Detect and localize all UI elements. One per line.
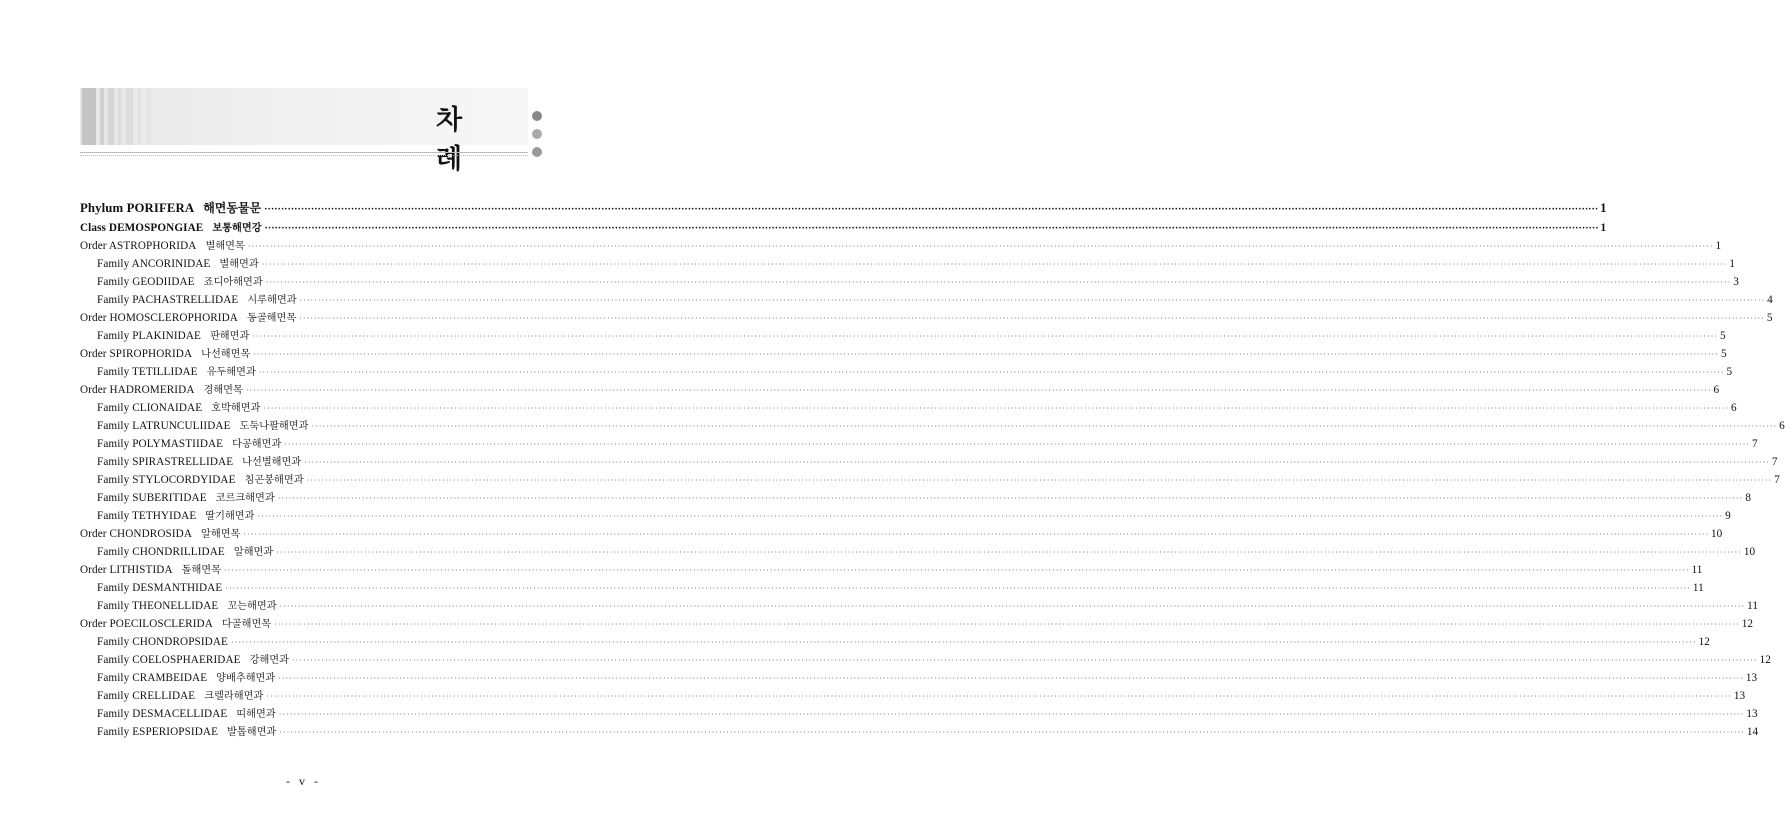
toc-page-number: 11 (1691, 564, 1703, 576)
toc-entry-family (80, 291, 1773, 309)
toc-leader-dots: ················································································································································································································································································································································································································ (311, 422, 1778, 431)
toc-latin-name: Family STYLOCORDYIDAE (97, 474, 236, 486)
toc-page-number: 3 (1733, 276, 1739, 288)
toc-page-number: 1 (1729, 258, 1735, 270)
toc-leader-dots: ················································································································································································································································································································································································································ (274, 620, 1740, 629)
toc-korean-name: 나선해면목 (201, 349, 251, 360)
toc-latin-name: Order HADROMERIDA (80, 384, 195, 396)
toc-latin-name: Family TETHYIDAE (97, 510, 197, 522)
toc-korean-name: 도둑나팔해면과 (239, 421, 309, 432)
toc-korean-name: 판해면과 (209, 331, 250, 342)
toc-entry-order (80, 525, 1723, 543)
toc-leader-dots: ················································································································································································································································································································································································································ (299, 314, 1765, 323)
toc-page-number: 5 (1719, 330, 1726, 342)
toc-korean-name: 죠디아해면과 (203, 277, 263, 288)
toc-page-number: 12 (1698, 636, 1710, 648)
toc-latin-name: Family CHONDROPSIDAE (97, 636, 228, 648)
toc-page-number: 1 (1600, 222, 1607, 234)
toc-leader-dots: ················································································································································································································································································································································································································ (243, 530, 1710, 539)
toc-page-number: 5 (1720, 348, 1727, 360)
toc-entry-order (80, 561, 1703, 579)
toc-entry-order (80, 615, 1753, 633)
toc-leader-dots: ················································································································································································································································································································································································································ (261, 260, 1728, 269)
toc-page-number: 13 (1745, 672, 1758, 684)
toc-page-number: 11 (1747, 600, 1758, 612)
toc-leader-dots: ················································································································································································································································································································································································································ (279, 602, 1746, 611)
toc-page-number: 6 (1779, 420, 1785, 432)
toc-page-number: 4 (1767, 294, 1773, 306)
toc-entry-order (80, 237, 1722, 255)
toc-page-number: 6 (1713, 384, 1720, 396)
toc-latin-name: Family SPIRASTRELLIDAE (97, 456, 234, 468)
toc-latin-name: Order HOMOSCLEROPHORIDA (80, 312, 238, 324)
toc-latin-name: Family COELOSPHAERIDAE (97, 654, 241, 666)
toc-entry-family (80, 255, 1735, 273)
toc-latin-name: Family SUBERITIDAE (97, 492, 207, 504)
toc-leader-dots: ················································································································································································································································································································································································································ (304, 458, 1770, 467)
toc-korean-name: 해면동물문 (203, 201, 262, 215)
toc-korean-name: 꼬는해면과 (227, 601, 277, 612)
dot-icon (532, 129, 542, 139)
toc-entry-family (80, 363, 1733, 381)
page-title: 차 례 (436, 105, 481, 175)
toc-page-number: 8 (1745, 492, 1751, 504)
toc-latin-name: Family DESMANTHIDAE (97, 582, 223, 594)
toc-page-number: 1 (1715, 240, 1722, 252)
toc-page-number: 10 (1743, 546, 1756, 558)
toc-entry-family (80, 651, 1771, 669)
toc-leader-dots: ················································································································································································································································································································································································································ (252, 332, 1718, 341)
toc-page-number: 5 (1726, 366, 1733, 378)
toc-leader-dots: ················································································································································································································································································································································································································ (291, 656, 1758, 665)
toc-entry-family (80, 597, 1758, 615)
toc-entry-family (80, 669, 1758, 687)
toc-latin-name: Family CLIONAIDAE (97, 402, 203, 414)
toc-latin-name: Family ANCORINIDAE (97, 258, 211, 270)
toc-latin-name: Order LITHISTIDA (80, 564, 173, 576)
toc-leader-dots: ················································································································································································································································································································································································································ (224, 566, 1690, 575)
toc-latin-name: Family PLAKINIDAE (97, 330, 201, 342)
toc-entry-family (80, 507, 1731, 525)
toc-page-number: 13 (1746, 708, 1758, 720)
toc-page-number: 13 (1733, 690, 1746, 702)
page-number: - v - (286, 774, 321, 788)
toc-entry-class (80, 219, 1607, 237)
toc-leader-dots: ················································································································································································································································································································································································································ (264, 223, 1599, 234)
toc-korean-name: 별해면목 (205, 241, 245, 252)
toc-entry-family (80, 489, 1751, 507)
toc-page-number: 12 (1741, 618, 1753, 630)
toc-korean-name: 발톱해면과 (227, 727, 277, 738)
toc-latin-name: Family THEONELLIDAE (97, 600, 219, 612)
toc-korean-name: 다공해면과 (232, 439, 282, 450)
toc-latin-name: Order ASTROPHORIDA (80, 240, 197, 252)
toc-korean-name: 동골해면목 (247, 313, 297, 324)
toc-leader-dots: ················································································································································································································································································································································································································ (278, 674, 1744, 683)
toc-latin-name: Order SPIROPHORIDA (80, 348, 193, 360)
toc-korean-name: 경해면목 (203, 385, 243, 396)
toc-latin-name: Family GEODIIDAE (97, 276, 195, 288)
toc-entry-family (80, 705, 1758, 723)
toc-entry-family (80, 435, 1758, 453)
toc-page-number: 10 (1711, 528, 1723, 540)
toc-page-number: 14 (1746, 726, 1759, 738)
toc-korean-name: 유두해면과 (206, 367, 256, 378)
toc-latin-name: Family ESPERIOPSIDAE (97, 726, 219, 738)
toc-entry-phylum (80, 197, 1607, 219)
toc-leader-dots: ················································································································································································································································································································································································································ (264, 204, 1599, 215)
toc-entry-order (80, 345, 1727, 363)
toc-page-number: 12 (1759, 654, 1771, 666)
toc-entry-family (80, 471, 1780, 489)
toc-leader-dots: ················································································································································································································································································································································································································ (276, 548, 1742, 557)
toc-entry-order (80, 381, 1720, 399)
toc-latin-name: Order POECILOSCLERIDA (80, 618, 213, 630)
toc-korean-name: 코르크해면과 (215, 493, 275, 504)
toc-page-number: 5 (1766, 312, 1773, 324)
toc-latin-name: Family CRAMBEIDAE (97, 672, 208, 684)
toc-korean-name: 침곤봉해면과 (244, 475, 304, 486)
toc-leader-dots: ················································································································································································································································································································································································································ (299, 296, 1766, 305)
table-of-contents (80, 197, 1785, 741)
toc-page-number: 11 (1692, 582, 1704, 594)
toc-leader-dots: ················································································································································································································································································································································································································ (284, 440, 1750, 449)
toc-leader-dots: ················································································································································································································································································································································································································ (306, 476, 1773, 485)
toc-page-number: 7 (1771, 456, 1778, 468)
toc-leader-dots: ················································································································································································································································································································································································································ (245, 386, 1712, 395)
decorative-dots (532, 108, 543, 162)
toc-leader-dots: ················································································································································································································································································································································································································ (265, 278, 1732, 287)
toc-page-number: 7 (1774, 474, 1780, 486)
toc-korean-name: 별해면과 (219, 259, 259, 270)
toc-leader-dots: ················································································································································································································································································································································································································ (247, 242, 1714, 251)
toc-latin-name: Family CHONDRILLIDAE (97, 546, 225, 558)
toc-entry-order (80, 309, 1773, 327)
toc-entry-family (80, 453, 1778, 471)
title-banner (80, 88, 528, 175)
toc-entry-family (80, 633, 1710, 651)
toc-korean-name: 시루해면과 (247, 295, 297, 306)
toc-korean-name: 호박해면과 (211, 403, 261, 414)
toc-entry-family (80, 723, 1759, 741)
toc-latin-name: Phylum PORIFERA (80, 201, 195, 215)
toc-korean-name: 알해면목 (201, 529, 241, 540)
toc-entry-family (80, 273, 1739, 291)
toc-leader-dots: ················································································································································································································································································································································································································ (258, 368, 1725, 377)
toc-page-number: 6 (1731, 402, 1737, 414)
toc-page-number: 7 (1751, 438, 1758, 450)
header-rule-dotted (80, 155, 528, 156)
toc-leader-dots: ················································································································································································································································································································································································································ (278, 710, 1745, 719)
toc-entry-family (80, 417, 1785, 435)
toc-korean-name: 크렐라해면과 (204, 691, 264, 702)
toc-latin-name: Family POLYMASTIIDAE (97, 438, 224, 450)
toc-korean-name: 보통해면강 (212, 223, 262, 234)
toc-korean-name: 돌해면목 (181, 565, 221, 576)
toc-korean-name: 띠해면과 (236, 709, 276, 720)
toc-entry-family (80, 399, 1737, 417)
toc-latin-name: Order CHONDROSIDA (80, 528, 193, 540)
header-rule (80, 152, 528, 153)
toc-leader-dots: ················································································································································································································································································································································································································ (279, 728, 1745, 737)
toc-latin-name: Family PACHASTRELLIDAE (97, 294, 239, 306)
toc-leader-dots: ················································································································································································································································································································································································································ (277, 494, 1744, 503)
toc-latin-name: Family CRELLIDAE (97, 690, 196, 702)
dot-icon (532, 147, 542, 157)
toc-latin-name: Family TETILLIDAE (97, 366, 198, 378)
toc-leader-dots: ················································································································································································································································································································································································································ (253, 350, 1719, 359)
toc-korean-name: 딸기해면과 (205, 511, 255, 522)
toc-entry-family (80, 687, 1746, 705)
dot-icon (532, 111, 542, 121)
toc-page-number: 9 (1725, 510, 1731, 522)
toc-leader-dots: ················································································································································································································································································································································································································ (257, 512, 1724, 521)
toc-entry-family (80, 327, 1726, 345)
toc-korean-name: 양배추해면과 (216, 673, 276, 684)
toc-latin-name: Family LATRUNCULIIDAE (97, 420, 231, 432)
toc-page-number: 1 (1600, 201, 1607, 215)
toc-leader-dots: ················································································································································································································································································································································································································ (230, 638, 1697, 647)
toc-leader-dots: ················································································································································································································································································································································································································ (263, 404, 1730, 413)
toc-leader-dots: ················································································································································································································································································································································································································ (266, 692, 1732, 701)
toc-entry-family (80, 543, 1756, 561)
toc-entry-family (80, 579, 1704, 597)
toc-korean-name: 강해면과 (249, 655, 289, 666)
toc-latin-name: Class DEMOSPONGIAE (80, 222, 204, 234)
toc-leader-dots: ················································································································································································································································································································································································································ (225, 584, 1691, 593)
toc-latin-name: Family DESMACELLIDAE (97, 708, 228, 720)
toc-korean-name: 다골해면목 (221, 619, 272, 630)
toc-korean-name: 나선별해면과 (242, 457, 302, 468)
toc-korean-name: 알해면과 (233, 547, 274, 558)
